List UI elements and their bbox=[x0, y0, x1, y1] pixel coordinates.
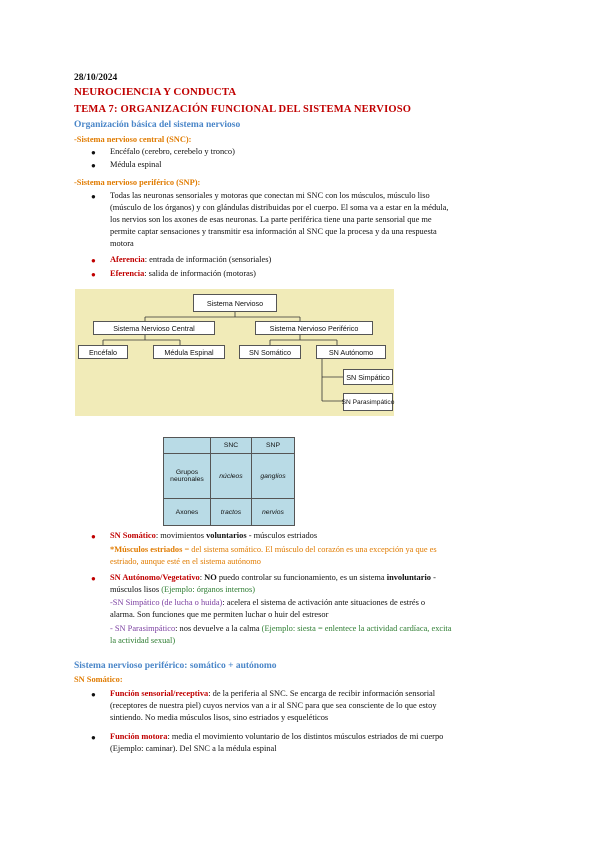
table-cell: núcleos bbox=[211, 454, 252, 499]
bullet-icon: ● bbox=[91, 270, 96, 279]
diagram-node-periferico: Sistema Nervioso Periférico bbox=[255, 321, 373, 335]
bottom-heading: Sistema nervioso periférico: somático + autónomo bbox=[74, 661, 277, 671]
funcion-motora-line2: (Ejemplo: caminar). Del SNC a la médula espinal bbox=[110, 744, 277, 753]
funcion-motora-label: Función motora bbox=[110, 732, 168, 741]
parasimpatico-line bbox=[110, 623, 451, 635]
bullet-icon: ● bbox=[91, 161, 96, 170]
parasimpatico-text: : nos devuelve a la calma bbox=[175, 624, 262, 633]
bullet-icon: ● bbox=[91, 256, 96, 265]
note-bold: *Músculos estriados bbox=[110, 545, 183, 554]
note-text: = del sistema somático. El músculo del corazón es una excepción ya que es bbox=[182, 545, 437, 554]
somatico-label: SN Somático bbox=[110, 531, 156, 540]
table-header-cell: SNC bbox=[211, 438, 252, 454]
table-header-cell bbox=[164, 438, 211, 454]
funcion-motora-text: : media el movimiento voluntario de los distintos músculos estriados de mi cuerpo bbox=[167, 732, 444, 741]
table-row-label: Axones bbox=[164, 499, 211, 526]
table-row bbox=[164, 454, 295, 499]
bullet-icon: ● bbox=[91, 690, 96, 699]
somatico-note bbox=[110, 544, 437, 556]
somatico-line bbox=[110, 530, 317, 542]
bullet-icon: ● bbox=[91, 733, 96, 742]
diagram-node-central: Sistema Nervioso Central bbox=[93, 321, 215, 335]
parasimpatico-line2: la actividad sexual) bbox=[110, 636, 176, 645]
somatico-bold: voluntarios bbox=[206, 531, 247, 540]
table-row bbox=[164, 499, 295, 526]
somatico-text: - músculos estriados bbox=[246, 531, 318, 540]
bullet-icon: ● bbox=[91, 574, 96, 583]
autonomo-label: SN Autónomo/Vegetativo bbox=[110, 573, 200, 582]
eferencia-text: : salida de información (motoras) bbox=[144, 269, 256, 278]
autonomo-text: puedo controlar su funcionamiento, es un sistema bbox=[216, 573, 387, 582]
snp-text-line: permite captar sensaciones y transmitir esa información al SNC que la procesa y da una respuesta bbox=[110, 227, 437, 236]
aferencia-label: Aferencia bbox=[110, 255, 145, 264]
snp-text-line: (músculo de los órganos) y con glándulas distribuidas por el cuerpo. El soma va a estar en la médula, bbox=[110, 203, 449, 212]
funcion-sensorial-line bbox=[110, 688, 435, 700]
parasimpatico-label: - SN Parasimpático bbox=[110, 624, 176, 633]
bullet-icon: ● bbox=[91, 148, 96, 157]
table-row-label-line: neuronales bbox=[170, 476, 204, 483]
table-cell: ganglios bbox=[252, 454, 295, 499]
autonomo-bold: involuntario bbox=[386, 573, 431, 582]
simpatico-line2: alarma. Son funciones que me permiten luchar o huir del estresor bbox=[110, 610, 329, 619]
snc-title: -Sistema nervioso central (SNC): bbox=[74, 135, 192, 144]
somatico-note-line2: estriado, aunque esté en el sistema autónomo bbox=[110, 557, 261, 566]
simpatico-text: : acelera el sistema de activación ante situaciones de estrés o bbox=[222, 598, 426, 607]
diagram-node-simpatico: SN Simpático bbox=[343, 369, 393, 385]
bullet-icon: ● bbox=[91, 192, 96, 201]
diagram-node-parasimpatico: SN Parasimpático bbox=[343, 393, 393, 411]
autonomo-example: (Ejemplo: órganos internos) bbox=[161, 585, 256, 594]
simpatico-line bbox=[110, 597, 425, 609]
topic-title: TEMA 7: ORGANIZACIÓN FUNCIONAL DEL SISTEMA NERVIOSO bbox=[74, 104, 412, 115]
bullet-icon: ● bbox=[91, 532, 96, 541]
table-cell: tractos bbox=[211, 499, 252, 526]
diagram-node-encefalo: Encéfalo bbox=[78, 345, 128, 359]
aferencia-line bbox=[110, 254, 271, 266]
diagram-node-somatico: SN Somático bbox=[239, 345, 301, 359]
funcion-sensorial-line2: (receptores de nuestra piel) cuyos nervios van a ir al SNC para que sea consciente de lo que estoy bbox=[110, 701, 437, 710]
funcion-sensorial-label: Función sensorial/receptiva bbox=[110, 689, 209, 698]
eferencia-label: Eferencia bbox=[110, 269, 145, 278]
table-row-label bbox=[164, 454, 211, 499]
funcion-motora-line bbox=[110, 731, 443, 743]
snp-text-line: los nervios son los axones de esas neuronas. La parte periférica tiene una parte sensorial que me bbox=[110, 215, 432, 224]
snp-title: -Sistema nervioso periférico (SNP): bbox=[74, 178, 201, 187]
simpatico-label: -SN Simpático (de lucha o huida) bbox=[110, 598, 223, 607]
course-title: NEUROCIENCIA Y CONDUCTA bbox=[74, 86, 237, 98]
autonomo-line bbox=[110, 572, 436, 584]
table-row-label-line: Grupos bbox=[175, 469, 199, 476]
comparison-table bbox=[163, 437, 295, 526]
table-header-row bbox=[164, 438, 295, 454]
diagram-node-root: Sistema Nervioso bbox=[193, 294, 277, 312]
autonomo-line2 bbox=[110, 584, 255, 596]
autonomo-bold: NO bbox=[204, 573, 217, 582]
autonomo-text: músculos lisos bbox=[110, 585, 162, 594]
eferencia-line bbox=[110, 268, 256, 280]
funcion-sensorial-text: : de la periferia al SNC. Se encarga de recibir información sensorial bbox=[208, 689, 436, 698]
diagram-node-autonomo: SN Autónomo bbox=[316, 345, 386, 359]
snc-item: Encéfalo (cerebro, cerebelo y tronco) bbox=[110, 147, 235, 156]
funcion-sensorial-line3: sintiendo. No media músculos lisos, sino estriados y esqueléticos bbox=[110, 713, 329, 722]
snp-text-line: Todas las neuronas sensoriales y motoras que conectan mi SNC con los músculos, músculo liso bbox=[110, 191, 430, 200]
table-cell: nervios bbox=[252, 499, 295, 526]
autonomo-text: : bbox=[199, 573, 205, 582]
section-heading: Organización básica del sistema nervioso bbox=[74, 120, 241, 130]
date: 28/10/2024 bbox=[74, 73, 118, 83]
somatico-text: : movimientos bbox=[155, 531, 207, 540]
nervous-system-diagram bbox=[75, 289, 394, 416]
parasimpatico-example: (Ejemplo: siesta = enlentece la actividad cardíaca, excita bbox=[261, 624, 452, 633]
diagram-node-medula: Médula Espinal bbox=[153, 345, 225, 359]
table-header-cell: SNP bbox=[252, 438, 295, 454]
aferencia-text: : entrada de información (sensoriales) bbox=[144, 255, 272, 264]
autonomo-text: - bbox=[430, 573, 436, 582]
snc-item: Médula espinal bbox=[110, 160, 162, 169]
snp-text-line: motora bbox=[110, 239, 134, 248]
bottom-subheading: SN Somático: bbox=[74, 675, 123, 684]
